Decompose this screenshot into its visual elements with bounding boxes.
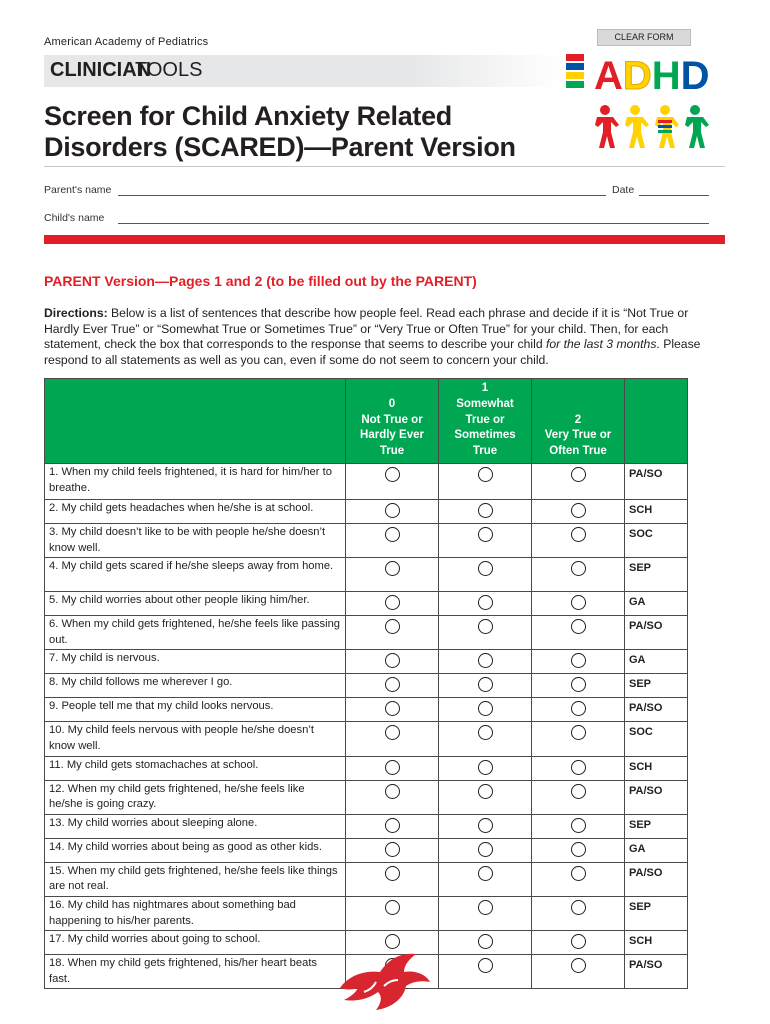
header-very-true: 2 Very True or Often True xyxy=(532,379,625,464)
cell-very-true xyxy=(532,616,625,650)
table-row xyxy=(45,838,688,862)
logo-letter-d: D xyxy=(622,54,652,98)
scoring-code: SEP xyxy=(625,814,688,838)
scoring-code: SOC xyxy=(625,524,688,558)
table-row xyxy=(45,674,688,698)
cell-very-true xyxy=(532,524,625,558)
scoring-code: GA xyxy=(625,838,688,862)
radio-very-true[interactable] xyxy=(571,784,586,799)
page-title xyxy=(44,101,564,163)
statement-text: 5. My child worries about other people liking him/her. xyxy=(45,592,346,616)
logo-letter-a: A xyxy=(594,54,623,98)
cell-not-true xyxy=(346,698,439,722)
cell-very-true xyxy=(532,955,625,989)
radio-very-true[interactable] xyxy=(571,527,586,542)
scoring-code: SCH xyxy=(625,756,688,780)
scoring-code: PA/SO xyxy=(625,698,688,722)
statement-text: 17. My child worries about going to school. xyxy=(45,931,346,955)
table-row xyxy=(45,756,688,780)
scoring-code: SEP xyxy=(625,674,688,698)
table-row xyxy=(45,592,688,616)
parent-name-label: Parent's name xyxy=(44,184,112,196)
cell-very-true xyxy=(532,780,625,814)
cell-not-true xyxy=(346,592,439,616)
cell-not-true xyxy=(346,722,439,756)
cell-somewhat-true xyxy=(439,592,532,616)
radio-very-true[interactable] xyxy=(571,561,586,576)
scoring-code: PA/SO xyxy=(625,862,688,896)
children-figures-icon xyxy=(592,104,718,152)
organization-name: American Academy of Pediatrics xyxy=(44,36,209,48)
radio-not-true[interactable] xyxy=(385,760,400,775)
radio-not-true[interactable] xyxy=(385,527,400,542)
statement-text: 12. When my child gets frightened, he/she feels like he/she is going crazy. xyxy=(45,780,346,814)
radio-somewhat-true[interactable] xyxy=(478,701,493,716)
radio-very-true[interactable] xyxy=(571,653,586,668)
table-row xyxy=(45,780,688,814)
radio-very-true[interactable] xyxy=(571,866,586,881)
radio-not-true[interactable] xyxy=(385,677,400,692)
table-row xyxy=(45,896,688,930)
radio-somewhat-true[interactable] xyxy=(478,958,493,973)
logo-letter-d2: D xyxy=(680,54,710,98)
radio-somewhat-true[interactable] xyxy=(478,619,493,634)
statement-text: 8. My child follows me wherever I go. xyxy=(45,674,346,698)
cell-not-true xyxy=(346,780,439,814)
radio-not-true[interactable] xyxy=(385,467,400,482)
cell-not-true xyxy=(346,464,439,500)
cell-very-true xyxy=(532,650,625,674)
cell-very-true xyxy=(532,756,625,780)
statement-text: 16. My child has nightmares about something bad happening to his/her parents. xyxy=(45,896,346,930)
cell-not-true xyxy=(346,838,439,862)
cell-very-true xyxy=(532,558,625,592)
scoring-code: SCH xyxy=(625,931,688,955)
table-row xyxy=(45,814,688,838)
radio-not-true[interactable] xyxy=(385,842,400,857)
scoring-code: GA xyxy=(625,592,688,616)
cell-somewhat-true xyxy=(439,931,532,955)
table-row xyxy=(45,698,688,722)
header-statement xyxy=(45,379,346,464)
scoring-code: PA/SO xyxy=(625,780,688,814)
radio-very-true[interactable] xyxy=(571,701,586,716)
cell-somewhat-true xyxy=(439,814,532,838)
statement-text: 13. My child worries about sleeping alone. xyxy=(45,814,346,838)
scoring-code: GA xyxy=(625,650,688,674)
tools-bold-text: CLINICIAN xyxy=(50,59,152,81)
statement-text: 7. My child is nervous. xyxy=(45,650,346,674)
cell-somewhat-true xyxy=(439,780,532,814)
clinician-tools-banner xyxy=(44,55,564,87)
directions-body: Below is a list of sentences that describe how people feel. Read each phrase and decide if it is “Not True or Hardly Ever True” or “Somewhat True or Sometimes True” or “Very True or Often True” for your child. Then, for each statement, check the box that corresponds to the response that seems to describe your child xyxy=(44,306,689,352)
radio-not-true[interactable] xyxy=(385,561,400,576)
cell-somewhat-true xyxy=(439,500,532,524)
radio-very-true[interactable] xyxy=(571,842,586,857)
cell-not-true xyxy=(346,896,439,930)
radio-not-true[interactable] xyxy=(385,619,400,634)
cell-very-true xyxy=(532,500,625,524)
cell-somewhat-true xyxy=(439,464,532,500)
scoring-code: PA/SO xyxy=(625,616,688,650)
radio-not-true[interactable] xyxy=(385,595,400,610)
color-bars-icon xyxy=(566,54,584,88)
cell-very-true xyxy=(532,464,625,500)
radio-somewhat-true[interactable] xyxy=(478,467,493,482)
directions-emphasis: for the last 3 months xyxy=(546,337,657,352)
clear-form-button[interactable]: CLEAR FORM xyxy=(597,29,691,46)
statement-text: 18. When my child gets frightened, his/her heart beats fast. xyxy=(45,955,346,989)
cell-very-true xyxy=(532,838,625,862)
cell-somewhat-true xyxy=(439,896,532,930)
radio-somewhat-true[interactable] xyxy=(478,677,493,692)
header-not-true: 0 Not True or Hardly Ever True xyxy=(346,379,439,464)
date-label: Date xyxy=(612,184,635,196)
red-divider-band xyxy=(44,235,725,244)
radio-somewhat-true[interactable] xyxy=(478,561,493,576)
child-name-field[interactable] xyxy=(118,223,709,224)
cell-very-true xyxy=(532,896,625,930)
radio-somewhat-true[interactable] xyxy=(478,653,493,668)
radio-somewhat-true[interactable] xyxy=(478,900,493,915)
radio-very-true[interactable] xyxy=(571,595,586,610)
tools-light-text: TOOLS xyxy=(135,59,203,81)
table-row xyxy=(45,500,688,524)
statement-text: 14. My child worries about being as good as other kids. xyxy=(45,838,346,862)
cell-somewhat-true xyxy=(439,756,532,780)
radio-somewhat-true[interactable] xyxy=(478,595,493,610)
statement-text: 15. When my child gets frightened, he/she feels like things are not real. xyxy=(45,862,346,896)
cell-somewhat-true xyxy=(439,524,532,558)
cell-very-true xyxy=(532,814,625,838)
title-line-1: Screen for Child Anxiety Related xyxy=(44,101,453,131)
radio-somewhat-true[interactable] xyxy=(478,725,493,740)
directions-tail: . Please respond to all statements as well as you can, even if some do not seem to concern your child. xyxy=(44,337,701,367)
table-header-row xyxy=(45,379,688,464)
radio-not-true[interactable] xyxy=(385,503,400,518)
cell-very-true xyxy=(532,722,625,756)
radio-somewhat-true[interactable] xyxy=(478,527,493,542)
child-name-label: Child's name xyxy=(44,212,105,224)
table-row xyxy=(45,464,688,500)
table-row xyxy=(45,558,688,592)
directions-text xyxy=(44,306,714,368)
scoring-code: SEP xyxy=(625,896,688,930)
cell-somewhat-true xyxy=(439,722,532,756)
radio-somewhat-true[interactable] xyxy=(478,842,493,857)
radio-very-true[interactable] xyxy=(571,725,586,740)
cell-not-true xyxy=(346,756,439,780)
radio-somewhat-true[interactable] xyxy=(478,784,493,799)
cell-not-true xyxy=(346,616,439,650)
radio-very-true[interactable] xyxy=(571,818,586,833)
scoring-code: SCH xyxy=(625,500,688,524)
cell-somewhat-true xyxy=(439,674,532,698)
aap-cardinal-icon xyxy=(334,946,434,1016)
cell-somewhat-true xyxy=(439,558,532,592)
scoring-code: SEP xyxy=(625,558,688,592)
cell-not-true xyxy=(346,862,439,896)
cell-very-true xyxy=(532,674,625,698)
table-row xyxy=(45,650,688,674)
radio-very-true[interactable] xyxy=(571,958,586,973)
divider xyxy=(44,166,725,167)
title-line-2: Disorders (SCARED)—Parent Version xyxy=(44,132,516,162)
statement-text: 2. My child gets headaches when he/she is at school. xyxy=(45,500,346,524)
header-somewhat-true: 1 Somewhat True or Sometimes True xyxy=(439,379,532,464)
statement-text: 4. My child gets scared if he/she sleeps away from home. xyxy=(45,558,346,592)
directions-lead: Directions: xyxy=(44,306,108,320)
radio-very-true[interactable] xyxy=(571,503,586,518)
radio-somewhat-true[interactable] xyxy=(478,934,493,949)
radio-very-true[interactable] xyxy=(571,619,586,634)
radio-not-true[interactable] xyxy=(385,653,400,668)
radio-very-true[interactable] xyxy=(571,760,586,775)
radio-very-true[interactable] xyxy=(571,900,586,915)
cell-not-true xyxy=(346,500,439,524)
cell-very-true xyxy=(532,698,625,722)
radio-somewhat-true[interactable] xyxy=(478,760,493,775)
radio-very-true[interactable] xyxy=(571,934,586,949)
cell-very-true xyxy=(532,862,625,896)
adhd-logo xyxy=(594,54,710,99)
cell-somewhat-true xyxy=(439,650,532,674)
statement-text: 1. When my child feels frightened, it is hard for him/her to breathe. xyxy=(45,464,346,500)
date-field[interactable] xyxy=(639,195,709,196)
statement-text: 10. My child feels nervous with people he/she doesn’t know well. xyxy=(45,722,346,756)
cell-not-true xyxy=(346,558,439,592)
radio-not-true[interactable] xyxy=(385,701,400,716)
statement-text: 3. My child doesn’t like to be with people he/she doesn’t know well. xyxy=(45,524,346,558)
radio-not-true[interactable] xyxy=(385,725,400,740)
radio-somewhat-true[interactable] xyxy=(478,503,493,518)
radio-somewhat-true[interactable] xyxy=(478,866,493,881)
radio-not-true[interactable] xyxy=(385,866,400,881)
cell-somewhat-true xyxy=(439,616,532,650)
radio-not-true[interactable] xyxy=(385,784,400,799)
cell-somewhat-true xyxy=(439,698,532,722)
radio-very-true[interactable] xyxy=(571,467,586,482)
cell-somewhat-true xyxy=(439,838,532,862)
radio-not-true[interactable] xyxy=(385,900,400,915)
radio-not-true[interactable] xyxy=(385,818,400,833)
table-row xyxy=(45,862,688,896)
table-row xyxy=(45,524,688,558)
scoring-code: SOC xyxy=(625,722,688,756)
cell-somewhat-true xyxy=(439,955,532,989)
cell-not-true xyxy=(346,524,439,558)
statement-text: 9. People tell me that my child looks nervous. xyxy=(45,698,346,722)
scared-questionnaire-table xyxy=(44,378,688,989)
cell-very-true xyxy=(532,592,625,616)
header-code xyxy=(625,379,688,464)
scoring-code: PA/SO xyxy=(625,955,688,989)
cell-very-true xyxy=(532,931,625,955)
cell-not-true xyxy=(346,674,439,698)
cell-somewhat-true xyxy=(439,862,532,896)
radio-somewhat-true[interactable] xyxy=(478,818,493,833)
section-title: PARENT Version—Pages 1 and 2 (to be filled out by the PARENT) xyxy=(44,273,477,289)
parent-name-field[interactable] xyxy=(118,195,606,196)
scoring-code: PA/SO xyxy=(625,464,688,500)
cell-not-true xyxy=(346,814,439,838)
table-row xyxy=(45,722,688,756)
radio-very-true[interactable] xyxy=(571,677,586,692)
table-row xyxy=(45,616,688,650)
logo-letter-h: H xyxy=(651,54,681,98)
statement-text: 6. When my child gets frightened, he/she feels like passing out. xyxy=(45,616,346,650)
statement-text: 11. My child gets stomachaches at school. xyxy=(45,756,346,780)
cell-not-true xyxy=(346,650,439,674)
